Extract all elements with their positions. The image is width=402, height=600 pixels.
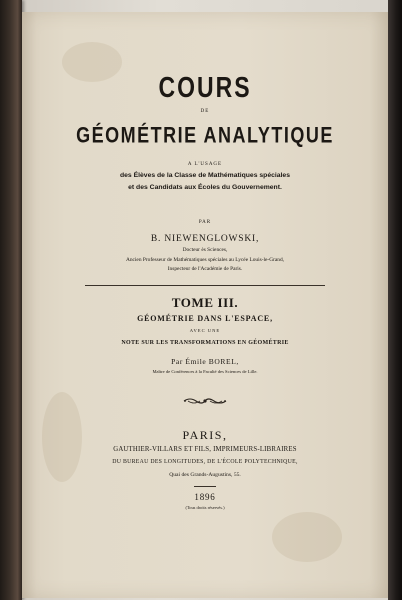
audience-line-1: des Élèves de la Classe de Mathématiques spéciales	[119, 172, 290, 179]
title-geometrie: GÉOMÉTRIE ANALYTIQUE	[76, 122, 334, 148]
usage-prefix: A L'USAGE	[187, 162, 223, 167]
audience-line-2: et des Candidats aux Écoles du Gouvernement.	[128, 184, 282, 191]
publisher-address: Quai des Grands-Augustins, 55.	[169, 472, 241, 478]
author-credential: Inspecteur de l'Académie de Paris.	[167, 266, 243, 272]
author-name: B. NIEWENGLOWSKI,	[150, 234, 260, 244]
rights-notice: (Tous droits réservés.)	[185, 505, 225, 510]
title-cours: COURS	[158, 70, 252, 104]
title-page	[22, 12, 388, 598]
publisher-affiliation: DU BUREAU DES LONGITUDES, DE L'ÉCOLE POLYTECHNIQUE,	[112, 459, 298, 465]
by-label: PAR	[198, 220, 212, 225]
publisher-name: GAUTHIER-VILLARS ET FILS, IMPRIMEURS-LIBRAIRES	[113, 446, 297, 453]
author-credential: Ancien Professeur de Mathématiques spéciales au Lycée Louis-le-Grand,	[125, 257, 285, 263]
volume-subject: GÉOMÉTRIE DANS L'ESPACE,	[137, 314, 273, 323]
appendix-note: NOTE SUR LES TRANSFORMATIONS EN GÉOMÉTRIE	[121, 340, 289, 346]
with-label: AVEC UNE	[189, 328, 221, 333]
contributor-name: Par Émile BOREL,	[171, 357, 239, 366]
publication-year: 1896	[194, 492, 216, 502]
book-spine	[0, 0, 22, 600]
printer-ornament-icon	[182, 396, 228, 406]
imprint-city: PARIS,	[182, 428, 228, 442]
short-rule	[194, 486, 216, 487]
author-credential: Docteur ès Sciences,	[182, 247, 228, 253]
title-connector: DE	[200, 109, 210, 114]
section-divider	[85, 285, 325, 286]
book-cover-edge	[388, 0, 402, 600]
volume-number: TOME III.	[171, 295, 239, 310]
contributor-credential: Maître de Conférences à la Faculté des Sciences de Lille.	[152, 369, 258, 374]
title-page-text	[22, 12, 388, 598]
